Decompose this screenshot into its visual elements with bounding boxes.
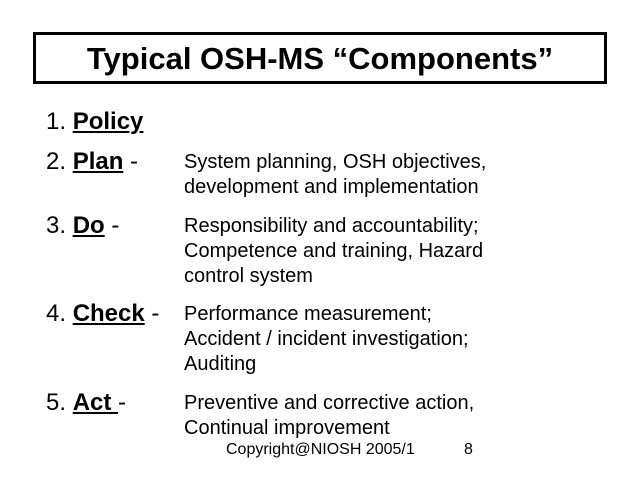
slide-title-box — [33, 32, 607, 84]
footer-page-number: 8 — [464, 441, 473, 458]
item-name: Check — [72, 300, 145, 327]
description-line: Competence and training, Hazard — [184, 240, 484, 262]
item-name: Plan — [72, 148, 124, 175]
item-description — [184, 391, 474, 441]
description-line: Continual improvement — [184, 417, 390, 439]
item-description — [184, 150, 486, 200]
item-number: 1. — [46, 108, 67, 135]
item-description — [184, 302, 469, 377]
item-number: 5. — [46, 389, 67, 416]
slide-title: Typical OSH-MS “Components” — [86, 40, 554, 76]
item-heading — [46, 108, 143, 136]
description-line: Performance measurement; — [184, 303, 432, 325]
item-separator: - — [144, 300, 160, 327]
item-heading — [46, 212, 119, 240]
item-separator: - — [123, 148, 139, 175]
description-line: Responsibility and accountability; — [184, 215, 479, 237]
item-name: Policy — [72, 108, 144, 135]
item-heading — [46, 148, 138, 176]
item-number: 2. — [46, 148, 67, 175]
item-separator: - — [118, 389, 127, 416]
item-heading — [46, 389, 126, 417]
item-heading — [46, 300, 159, 328]
description-line: System planning, OSH objectives, — [184, 151, 487, 173]
item-description — [184, 214, 483, 289]
description-line: development and implementation — [184, 176, 479, 198]
description-line: control system — [184, 265, 313, 287]
item-name: Do — [72, 212, 105, 239]
description-line: Accident / incident investigation; — [184, 328, 469, 350]
item-name: Act — [72, 389, 119, 416]
item-number: 4. — [46, 300, 67, 327]
description-line: Preventive and corrective action, — [184, 392, 475, 414]
footer-copyright: Copyright@NIOSH 2005/1 — [226, 441, 415, 458]
description-line: Auditing — [184, 353, 257, 375]
item-number: 3. — [46, 212, 67, 239]
item-separator: - — [104, 212, 120, 239]
